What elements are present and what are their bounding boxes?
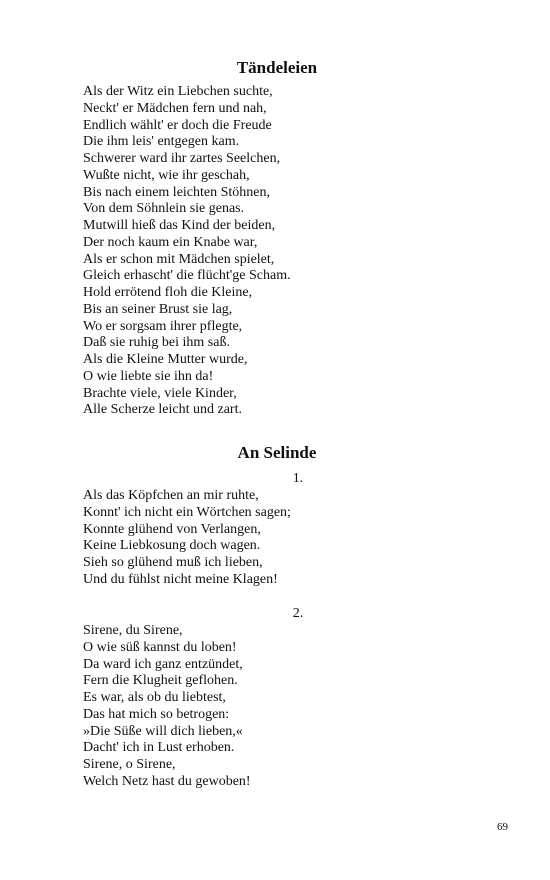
verse-line: Brachte viele, viele Kinder, (83, 385, 237, 401)
verse-line: Wußte nicht, wie ihr geschah, (83, 167, 250, 183)
verse-line: Das hat mich so betrogen: (83, 706, 230, 722)
verse-line: Daß sie ruhig bei ihm saß. (83, 335, 230, 351)
verse-line: Mutwill hieß das Kind der beiden, (83, 218, 276, 233)
verse-line: Es war, als ob du liebtest, (83, 690, 226, 705)
verse-line: Dacht' ich in Lust erhoben. (83, 740, 235, 756)
verse-line: Sieh so glühend muß ich lieben, (83, 555, 263, 570)
verse-line: Wo er sorgsam ihrer pflegte, (83, 318, 243, 334)
verse-line: Von dem Söhnlein sie genas. (83, 201, 245, 217)
verse-line: Da ward ich ganz entzündet, (83, 656, 243, 672)
verse-line: Welch Netz hast du gewoben! (83, 773, 251, 789)
poem-stanza (83, 623, 471, 791)
verse-line: Und du fühlst nicht meine Klagen! (83, 571, 278, 587)
verse-line: Als das Köpfchen an mir ruhte, (83, 488, 259, 503)
verse-line: Gleich erhascht' die flücht'ge Scham. (83, 268, 291, 284)
poem-stanza (83, 84, 471, 419)
verse-line: Schwerer ward ihr zartes Seelchen, (83, 151, 281, 166)
verse-line: Konnte glühend von Verlangen, (83, 521, 261, 537)
verse-line: Als der Witz ein Liebchen suchte, (83, 84, 273, 99)
section-number: 2. (292, 606, 304, 621)
verse-line: Der noch kaum ein Knabe war, (83, 234, 258, 250)
verse-line: Die ihm leis' entgegen kam. (83, 134, 240, 150)
section-number: 1. (292, 471, 304, 486)
verse-line: Endlich wählt' er doch die Freude (83, 117, 272, 133)
verse-line: Neckt' er Mädchen fern und nah, (83, 100, 267, 116)
verse-line: Bis an seiner Brust sie lag, (83, 301, 233, 317)
verse-line: O wie süß kannst du loben! (83, 639, 237, 655)
poem-title: An Selinde (237, 443, 317, 462)
verse-line: Keine Liebkosung doch wagen. (83, 538, 261, 554)
verse-line: Konnt' ich nicht ein Wörtchen sagen; (83, 504, 291, 520)
verse-line: Hold errötend floh die Kleine, (83, 285, 253, 300)
poem-stanza (83, 488, 471, 589)
verse-line: Als er schon mit Mädchen spielet, (83, 251, 275, 267)
verse-line: Als die Kleine Mutter wurde, (83, 352, 248, 367)
verse-line: Fern die Klugheit geflohen. (83, 673, 238, 689)
verse-line: »Die Süße will dich lieben,« (83, 723, 243, 739)
verse-line: Sirene, du Sirene, (83, 623, 183, 638)
page-number: 69 (497, 821, 508, 833)
poem-title: Tändeleien (236, 58, 318, 77)
verse-line: Alle Scherze leicht und zart. (83, 402, 242, 418)
verse-line: O wie liebte sie ihn da! (83, 368, 214, 384)
verse-line: Bis nach einem leichten Stöhnen, (83, 184, 271, 200)
verse-line: Sirene, o Sirene, (83, 757, 176, 772)
